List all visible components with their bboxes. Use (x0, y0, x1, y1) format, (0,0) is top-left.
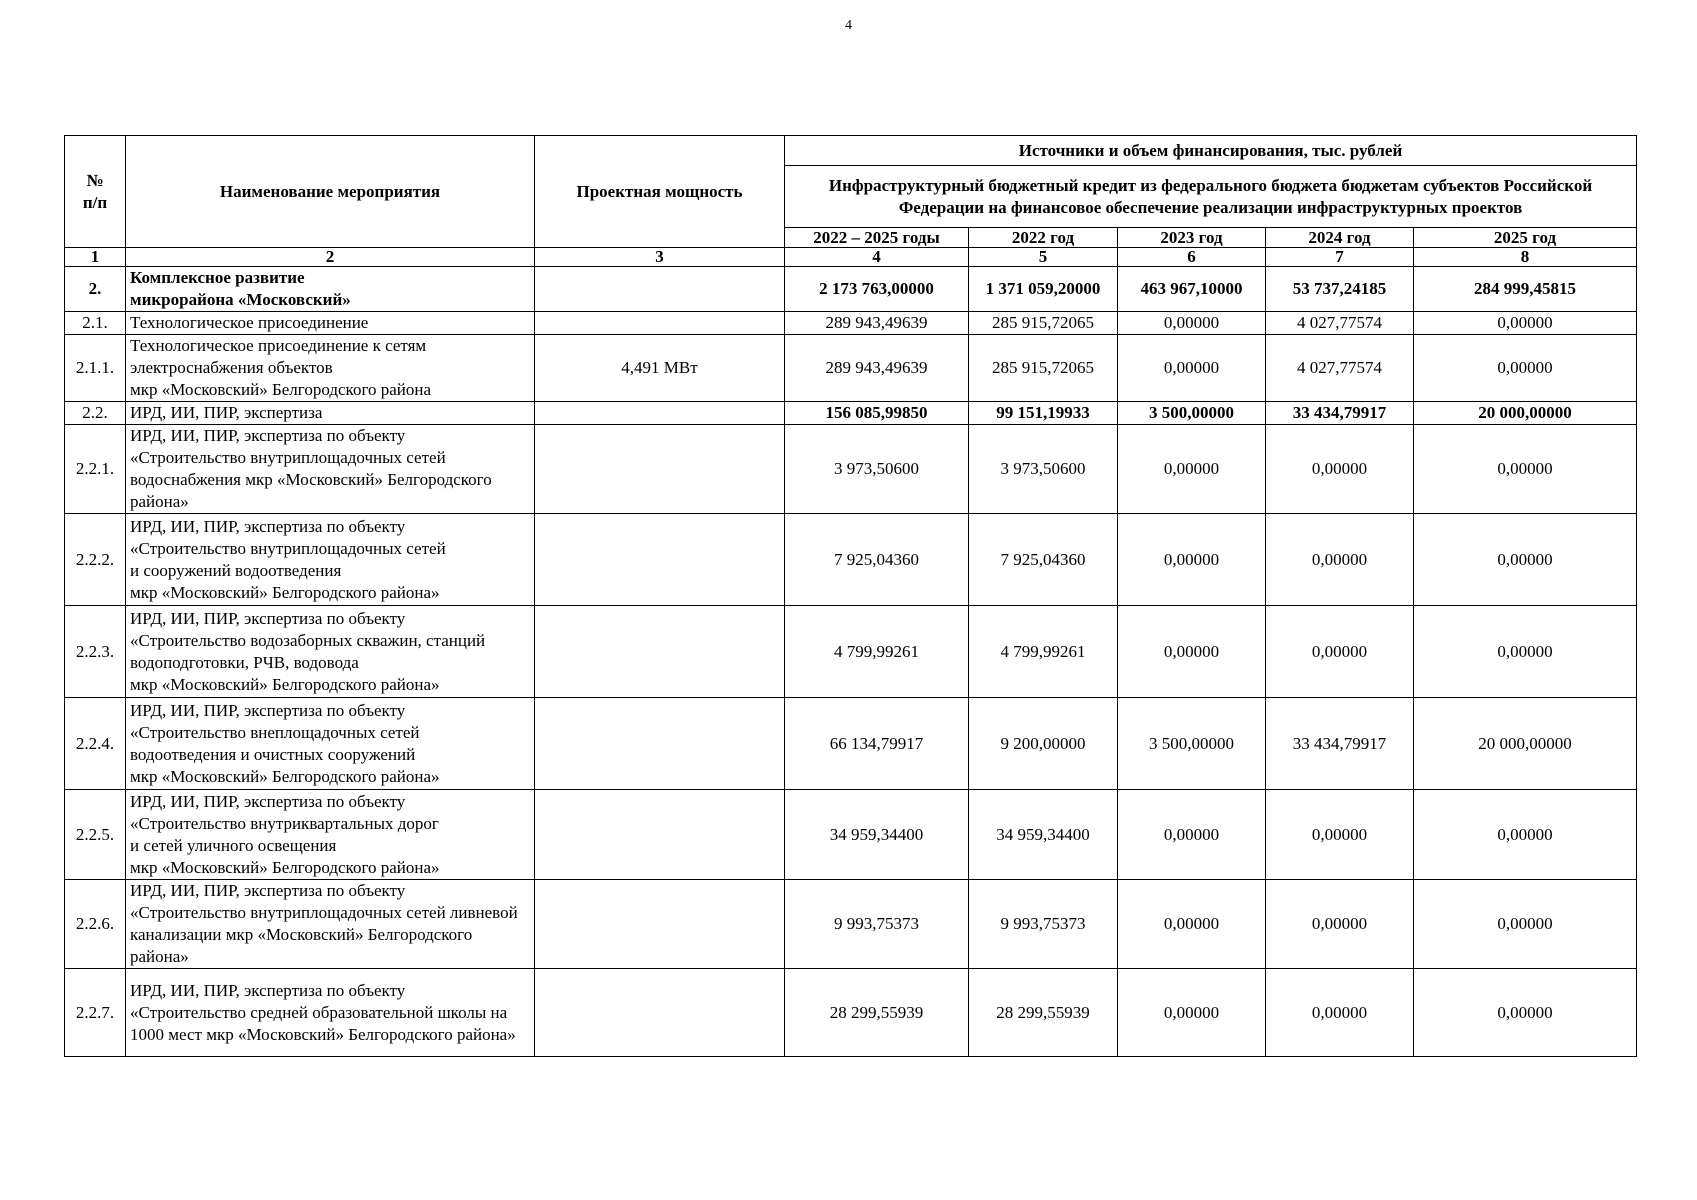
row-value-y2025: 0,00000 (1414, 312, 1637, 335)
column-number: 7 (1266, 248, 1414, 267)
row-name: ИРД, ИИ, ПИР, экспертиза по объекту «Строительство средней образовательной школы на 1000 мест мкр «Московский» Белгородского района» (126, 969, 535, 1057)
row-value-total: 3 973,50600 (785, 425, 969, 514)
row-value-y2025: 0,00000 (1414, 514, 1637, 606)
row-capacity (535, 514, 785, 606)
row-value-y2025: 20 000,00000 (1414, 698, 1637, 790)
row-value-y2025: 0,00000 (1414, 790, 1637, 880)
row-value-y2023: 3 500,00000 (1118, 402, 1266, 425)
row-name: ИРД, ИИ, ПИР, экспертиза по объекту «Строительство внеплощадочных сетей водоотведения и очистных сооружений мкр «Московский» Белгородского района» (126, 698, 535, 790)
row-value-y2025: 0,00000 (1414, 606, 1637, 698)
row-name: ИРД, ИИ, ПИР, экспертиза по объекту «Строительство внутриплощадочных сетей водоснабжения мкр «Московский» Белгородского района» (126, 425, 535, 514)
column-number: 4 (785, 248, 969, 267)
row-capacity (535, 969, 785, 1057)
header-year: 2024 год (1266, 228, 1414, 248)
column-number: 8 (1414, 248, 1637, 267)
row-number: 2.1.1. (65, 335, 126, 402)
row-value-y2024: 33 434,79917 (1266, 402, 1414, 425)
row-value-total: 156 085,99850 (785, 402, 969, 425)
row-name: ИРД, ИИ, ПИР, экспертиза (126, 402, 535, 425)
header-year: 2023 год (1118, 228, 1266, 248)
financing-table (64, 135, 1637, 1057)
row-name: Технологическое присоединение (126, 312, 535, 335)
table-row (65, 425, 1637, 514)
row-value-y2023: 0,00000 (1118, 312, 1266, 335)
row-value-y2022: 1 371 059,20000 (969, 267, 1118, 312)
row-capacity (535, 606, 785, 698)
row-value-y2023: 0,00000 (1118, 425, 1266, 514)
table-row (65, 969, 1637, 1057)
table-row (65, 698, 1637, 790)
row-value-y2025: 0,00000 (1414, 335, 1637, 402)
table-row (65, 267, 1637, 312)
row-name: ИРД, ИИ, ПИР, экспертиза по объекту «Строительство внутриквартальных дорог и сетей уличного освещения мкр «Московский» Белгородского района» (126, 790, 535, 880)
row-value-total: 9 993,75373 (785, 880, 969, 969)
row-number: 2.2.4. (65, 698, 126, 790)
row-name: Технологическое присоединение к сетям электроснабжения объектов мкр «Московский» Белгородского района (126, 335, 535, 402)
row-value-y2022: 28 299,55939 (969, 969, 1118, 1057)
row-value-y2022: 9 993,75373 (969, 880, 1118, 969)
row-value-y2022: 34 959,34400 (969, 790, 1118, 880)
row-value-y2025: 0,00000 (1414, 969, 1637, 1057)
row-number: 2.2.6. (65, 880, 126, 969)
row-name: ИРД, ИИ, ПИР, экспертиза по объекту «Строительство водозаборных скважин, станций водоподготовки, РЧВ, водовода мкр «Московский» Белгородского района» (126, 606, 535, 698)
row-number: 2.1. (65, 312, 126, 335)
header-num: № п/п (65, 136, 126, 248)
row-value-y2022: 4 799,99261 (969, 606, 1118, 698)
row-value-y2022: 99 151,19933 (969, 402, 1118, 425)
row-value-y2023: 0,00000 (1118, 969, 1266, 1057)
table-row (65, 514, 1637, 606)
row-value-y2024: 53 737,24185 (1266, 267, 1414, 312)
header-year: 2022 год (969, 228, 1118, 248)
row-capacity (535, 790, 785, 880)
table-row (65, 312, 1637, 335)
row-value-total: 7 925,04360 (785, 514, 969, 606)
row-value-total: 4 799,99261 (785, 606, 969, 698)
row-value-y2024: 0,00000 (1266, 969, 1414, 1057)
table-row (65, 606, 1637, 698)
table-row (65, 402, 1637, 425)
row-value-y2022: 3 973,50600 (969, 425, 1118, 514)
row-value-y2025: 20 000,00000 (1414, 402, 1637, 425)
column-number-row (65, 248, 1637, 267)
page-number: 4 (845, 18, 852, 33)
row-value-y2024: 0,00000 (1266, 880, 1414, 969)
row-value-y2023: 0,00000 (1118, 335, 1266, 402)
row-value-total: 289 943,49639 (785, 335, 969, 402)
row-capacity (535, 267, 785, 312)
row-value-y2025: 284 999,45815 (1414, 267, 1637, 312)
header-year: 2022 – 2025 годы (785, 228, 969, 248)
row-value-total: 28 299,55939 (785, 969, 969, 1057)
row-name: ИРД, ИИ, ПИР, экспертиза по объекту «Строительство внутриплощадочных сетей ливневой канализации мкр «Московский» Белгородского района» (126, 880, 535, 969)
row-value-total: 34 959,34400 (785, 790, 969, 880)
row-value-y2024: 0,00000 (1266, 514, 1414, 606)
row-value-y2024: 4 027,77574 (1266, 335, 1414, 402)
header-name: Наименование мероприятия (126, 136, 535, 248)
row-number: 2.2.1. (65, 425, 126, 514)
row-value-y2022: 285 915,72065 (969, 312, 1118, 335)
row-capacity (535, 402, 785, 425)
row-value-y2023: 0,00000 (1118, 880, 1266, 969)
row-value-y2023: 0,00000 (1118, 606, 1266, 698)
row-number: 2.2.2. (65, 514, 126, 606)
header-year: 2025 год (1414, 228, 1637, 248)
header-credit: Инфраструктурный бюджетный кредит из федерального бюджета бюджетам субъектов Российской Федерации на финансовое обеспечение реализации инфраструктурных проектов (785, 166, 1637, 228)
row-value-y2024: 4 027,77574 (1266, 312, 1414, 335)
row-value-y2024: 0,00000 (1266, 606, 1414, 698)
row-capacity (535, 425, 785, 514)
table-row (65, 790, 1637, 880)
row-number: 2.2.3. (65, 606, 126, 698)
row-name: ИРД, ИИ, ПИР, экспертиза по объекту «Строительство внутриплощадочных сетей и сооружений водоотведения мкр «Московский» Белгородского района» (126, 514, 535, 606)
column-number: 3 (535, 248, 785, 267)
row-value-y2024: 33 434,79917 (1266, 698, 1414, 790)
row-value-y2022: 285 915,72065 (969, 335, 1118, 402)
column-number: 6 (1118, 248, 1266, 267)
row-value-total: 66 134,79917 (785, 698, 969, 790)
row-number: 2. (65, 267, 126, 312)
row-capacity (535, 880, 785, 969)
row-value-total: 289 943,49639 (785, 312, 969, 335)
column-number: 1 (65, 248, 126, 267)
header-capacity: Проектная мощность (535, 136, 785, 248)
row-value-y2025: 0,00000 (1414, 425, 1637, 514)
row-value-y2024: 0,00000 (1266, 790, 1414, 880)
row-number: 2.2. (65, 402, 126, 425)
row-value-y2022: 9 200,00000 (969, 698, 1118, 790)
table-row (65, 880, 1637, 969)
row-capacity (535, 698, 785, 790)
column-number: 2 (126, 248, 535, 267)
row-capacity: 4,491 МВт (535, 335, 785, 402)
row-value-y2023: 0,00000 (1118, 790, 1266, 880)
header-sources: Источники и объем финансирования, тыс. рублей (785, 136, 1637, 166)
row-value-total: 2 173 763,00000 (785, 267, 969, 312)
column-number: 5 (969, 248, 1118, 267)
row-number: 2.2.5. (65, 790, 126, 880)
row-value-y2023: 3 500,00000 (1118, 698, 1266, 790)
row-value-y2023: 463 967,10000 (1118, 267, 1266, 312)
row-value-y2024: 0,00000 (1266, 425, 1414, 514)
row-value-y2025: 0,00000 (1414, 880, 1637, 969)
row-name: Комплексное развитие микрорайона «Московский» (126, 267, 535, 312)
row-value-y2022: 7 925,04360 (969, 514, 1118, 606)
row-capacity (535, 312, 785, 335)
row-number: 2.2.7. (65, 969, 126, 1057)
table-row (65, 335, 1637, 402)
row-value-y2023: 0,00000 (1118, 514, 1266, 606)
